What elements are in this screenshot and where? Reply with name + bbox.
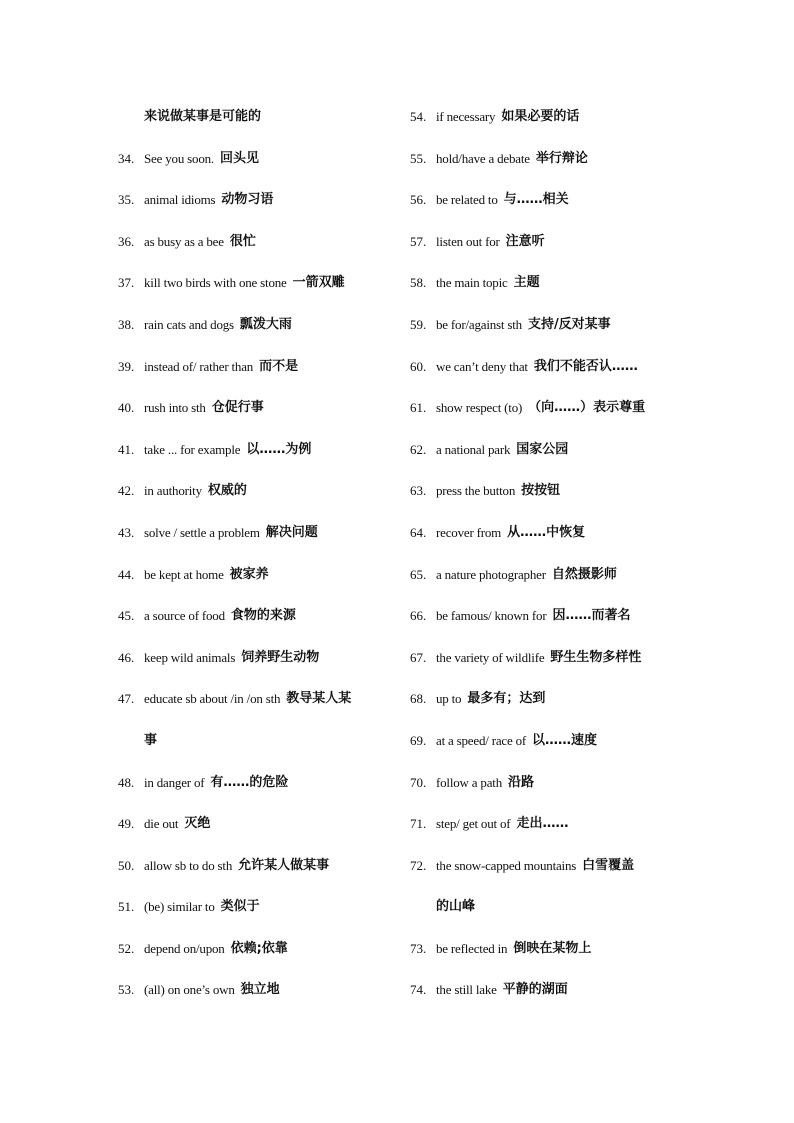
entry-number: 45. xyxy=(118,608,135,624)
chinese-meaning: 回头见 xyxy=(219,150,259,166)
phrase-entry xyxy=(118,512,388,554)
chinese-meaning: 有……的危险 xyxy=(210,774,289,790)
english-phrase: press the button xyxy=(436,483,516,499)
phrase-entry xyxy=(118,803,388,845)
english-phrase: a source of food xyxy=(144,608,225,624)
phrase-entry xyxy=(118,678,388,720)
chinese-meaning: 支持/反对某事 xyxy=(527,316,611,332)
entry-number: 69. xyxy=(410,732,427,748)
chinese-meaning: 很忙 xyxy=(229,233,256,249)
entry-number: 43. xyxy=(118,524,135,540)
chinese-meaning: 仓促行事 xyxy=(211,400,264,416)
entry-number: 71. xyxy=(410,816,427,832)
english-phrase: be for/against sth xyxy=(436,316,522,332)
english-phrase: the snow-capped mountains xyxy=(436,857,577,873)
chinese-meaning: 倒映在某物上 xyxy=(513,940,592,956)
english-phrase: solve / settle a problem xyxy=(144,524,260,540)
chinese-meaning: 以……速度 xyxy=(532,732,598,748)
phrase-entry xyxy=(410,470,700,512)
chinese-meaning: 允许某人做某事 xyxy=(238,857,330,873)
english-phrase: animal idioms xyxy=(144,192,216,208)
english-phrase: if necessary xyxy=(436,109,496,124)
chinese-meaning: 国家公园 xyxy=(516,441,569,457)
phrase-entry xyxy=(410,886,700,928)
english-phrase: allow sb to do sth xyxy=(144,857,233,873)
english-phrase: the variety of wildlife xyxy=(436,649,545,665)
chinese-meaning: 瓢泼大雨 xyxy=(239,316,292,332)
english-phrase: take ... for example xyxy=(144,441,241,457)
english-phrase: as busy as a bee xyxy=(144,233,224,249)
phrase-entry xyxy=(118,262,388,304)
entry-number: 39. xyxy=(118,358,135,374)
entry-number: 38. xyxy=(118,316,135,332)
english-phrase: the still lake xyxy=(436,982,497,998)
chinese-meaning: 注意听 xyxy=(505,233,545,249)
entry-number: 54. xyxy=(410,109,427,124)
phrase-entry xyxy=(410,346,700,388)
phrase-entry xyxy=(410,512,700,554)
chinese-meaning: 沿路 xyxy=(508,774,535,790)
phrase-entry xyxy=(410,554,700,596)
chinese-meaning: 而不是 xyxy=(259,358,299,374)
entry-number: 48. xyxy=(118,774,135,790)
english-phrase: kill two birds with one stone xyxy=(144,275,287,291)
phrase-entry xyxy=(410,304,700,346)
english-phrase: listen out for xyxy=(436,233,500,249)
entry-number: 62. xyxy=(410,441,427,457)
chinese-meaning: 最多有；达到 xyxy=(467,691,546,707)
chinese-meaning: （向……）表示尊重 xyxy=(528,400,646,416)
chinese-meaning: 从……中恢复 xyxy=(507,524,586,540)
chinese-meaning: 主题 xyxy=(513,275,540,291)
english-phrase: hold/have a debate xyxy=(436,150,530,166)
phrase-entry xyxy=(410,429,700,471)
phrase-entry xyxy=(118,429,388,471)
entry-number: 59. xyxy=(410,316,427,332)
phrase-entry xyxy=(118,637,388,679)
entry-number: 55. xyxy=(410,150,427,166)
chinese-meaning: 一箭双雕 xyxy=(292,275,345,291)
phrase-entry xyxy=(118,886,388,928)
phrase-entry xyxy=(118,762,388,804)
phrase-entry xyxy=(410,96,700,138)
chinese-meaning: 走出…… xyxy=(516,816,569,832)
phrase-entry xyxy=(410,678,700,720)
phrase-entry xyxy=(118,387,388,429)
phrase-entry xyxy=(118,96,388,138)
entry-number: 52. xyxy=(118,940,135,956)
entry-number: 58. xyxy=(410,275,427,291)
chinese-meaning: 按按钮 xyxy=(521,483,561,499)
english-phrase: depend on/upon xyxy=(144,940,225,956)
entry-number: 64. xyxy=(410,524,427,540)
chinese-meaning: 事 xyxy=(144,732,158,748)
entry-number: 40. xyxy=(118,400,135,416)
english-phrase: in danger of xyxy=(144,774,205,790)
chinese-meaning: 野生生物多样性 xyxy=(550,649,642,665)
chinese-meaning: 类似于 xyxy=(220,899,260,915)
left-column xyxy=(118,96,388,1011)
phrase-entry xyxy=(118,346,388,388)
english-phrase: See you soon. xyxy=(144,150,214,166)
chinese-meaning: 如果必要的话 xyxy=(501,109,580,124)
english-phrase: a nature photographer xyxy=(436,566,546,582)
phrase-entry xyxy=(118,138,388,180)
entry-number: 65. xyxy=(410,566,427,582)
entry-number: 41. xyxy=(118,441,135,457)
entry-number: 60. xyxy=(410,358,427,374)
entry-number: 46. xyxy=(118,649,135,665)
phrase-entry xyxy=(410,387,700,429)
english-phrase: keep wild animals xyxy=(144,649,236,665)
phrase-entry xyxy=(118,969,388,1011)
english-phrase: be famous/ known for xyxy=(436,608,547,624)
right-column xyxy=(410,96,700,1011)
phrase-entry xyxy=(410,595,700,637)
phrase-entry xyxy=(410,762,700,804)
english-phrase: follow a path xyxy=(436,774,502,790)
chinese-meaning: 我们不能否认…… xyxy=(533,358,638,374)
entry-number: 72. xyxy=(410,857,427,873)
phrase-entry xyxy=(410,969,700,1011)
entry-number: 67. xyxy=(410,649,427,665)
chinese-meaning: 自然摄影师 xyxy=(551,566,617,582)
entry-number: 44. xyxy=(118,566,135,582)
entry-number: 47. xyxy=(118,691,135,707)
english-phrase: educate sb about /in /on sth xyxy=(144,691,281,707)
entry-number: 68. xyxy=(410,691,427,707)
phrase-entry xyxy=(410,720,700,762)
entry-number: 70. xyxy=(410,774,427,790)
english-phrase: (all) on one’s own xyxy=(144,982,235,998)
entry-number: 56. xyxy=(410,192,427,208)
chinese-meaning: 的山峰 xyxy=(436,899,476,915)
english-phrase: the main topic xyxy=(436,275,508,291)
chinese-meaning: 白雪覆盖 xyxy=(582,857,635,873)
english-phrase: up to xyxy=(436,691,462,707)
entry-number: 42. xyxy=(118,483,135,499)
chinese-meaning: 教导某人某 xyxy=(286,691,352,707)
phrase-entry xyxy=(118,554,388,596)
english-phrase: rush into sth xyxy=(144,400,206,416)
entry-number: 53. xyxy=(118,982,135,998)
entry-number: 74. xyxy=(410,982,427,998)
chinese-meaning: 动物习语 xyxy=(221,192,274,208)
chinese-meaning: 因……而著名 xyxy=(552,608,631,624)
entry-number: 66. xyxy=(410,608,427,624)
chinese-meaning: 来说做某事是可能的 xyxy=(144,109,262,124)
phrase-entry xyxy=(118,928,388,970)
phrase-entry xyxy=(118,845,388,887)
phrase-entry xyxy=(118,221,388,263)
entry-number: 37. xyxy=(118,275,135,291)
phrase-entry xyxy=(118,470,388,512)
english-phrase: show respect (to) xyxy=(436,400,523,416)
chinese-meaning: 平静的湖面 xyxy=(502,982,568,998)
chinese-meaning: 食物的来源 xyxy=(230,608,296,624)
entry-number: 63. xyxy=(410,483,427,499)
entry-number: 61. xyxy=(410,400,427,416)
chinese-meaning: 举行辩论 xyxy=(535,150,588,166)
phrase-entry xyxy=(410,928,700,970)
english-phrase: (be) similar to xyxy=(144,899,215,915)
phrase-entry xyxy=(118,179,388,221)
phrase-entry xyxy=(410,845,700,887)
chinese-meaning: 被家养 xyxy=(229,566,269,582)
phrase-entry xyxy=(410,138,700,180)
english-phrase: step/ get out of xyxy=(436,816,511,832)
phrase-entry xyxy=(118,595,388,637)
english-phrase: be kept at home xyxy=(144,566,224,582)
entry-number: 49. xyxy=(118,816,135,832)
entry-number: 34. xyxy=(118,150,135,166)
chinese-meaning: 以……为例 xyxy=(246,441,312,457)
phrase-entry xyxy=(410,179,700,221)
entry-number: 57. xyxy=(410,233,427,249)
phrase-entry xyxy=(410,221,700,263)
chinese-meaning: 饲养野生动物 xyxy=(241,649,320,665)
english-phrase: be related to xyxy=(436,192,498,208)
chinese-meaning: 灭绝 xyxy=(184,816,211,832)
entry-number: 51. xyxy=(118,899,135,915)
english-phrase: in authority xyxy=(144,483,202,499)
english-phrase: rain cats and dogs xyxy=(144,316,234,332)
chinese-meaning: 独立地 xyxy=(240,982,280,998)
chinese-meaning: 权威的 xyxy=(207,483,247,499)
english-phrase: at a speed/ race of xyxy=(436,732,527,748)
chinese-meaning: 与……相关 xyxy=(503,192,569,208)
chinese-meaning: 解决问题 xyxy=(265,524,318,540)
phrase-entry xyxy=(410,262,700,304)
english-phrase: die out xyxy=(144,816,179,832)
english-phrase: a national park xyxy=(436,441,511,457)
phrase-entry xyxy=(118,304,388,346)
entry-number: 36. xyxy=(118,233,135,249)
phrase-entry xyxy=(410,803,700,845)
english-phrase: recover from xyxy=(436,524,502,540)
phrase-entry xyxy=(410,637,700,679)
chinese-meaning: 依赖;依靠 xyxy=(230,940,288,956)
entry-number: 35. xyxy=(118,192,135,208)
phrase-entry xyxy=(118,720,388,762)
english-phrase: instead of/ rather than xyxy=(144,358,254,374)
entry-number: 73. xyxy=(410,940,427,956)
english-phrase: be reflected in xyxy=(436,940,508,956)
entry-number: 50. xyxy=(118,857,135,873)
english-phrase: we can’t deny that xyxy=(436,358,528,374)
